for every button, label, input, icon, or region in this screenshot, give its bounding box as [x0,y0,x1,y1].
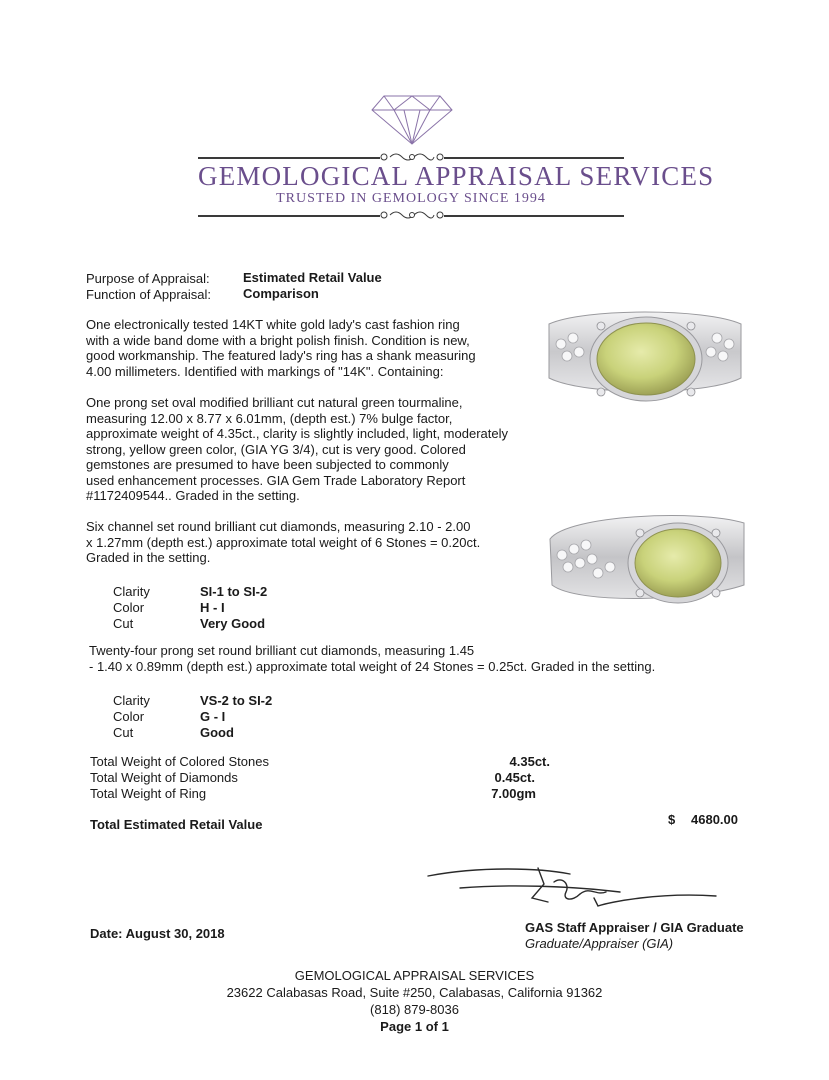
text-line: Six channel set round brilliant cut diamonds, measuring 2.10 - 2.00 [86,519,471,534]
date-text: Date: August 30, 2018 [90,926,225,941]
totals-value: 4.35ct. [509,754,550,769]
appraiser-title: GAS Staff Appraiser / GIA Graduate [525,920,744,935]
grade-label: Cut [113,725,134,740]
text-line: with a wide band dome with a bright polish finish. Condition is new, [86,332,470,348]
signature [420,862,720,916]
description-prong-diamonds [89,643,655,674]
grade-label: Cut [113,616,134,631]
grade-value: G - I [200,709,226,724]
text-line: Twenty-four prong set round brilliant cut diamonds, measuring 1.45 [89,643,475,658]
totals-table [90,754,550,802]
grade-label: Color [113,709,145,724]
totals-label: Total Weight of Colored Stones [90,754,269,769]
appraiser-subtitle: Graduate/Appraiser (GIA) [525,936,674,951]
totals-row [90,786,550,802]
text-line: good workmanship. The featured lady's ring has a shank measuring [86,348,476,363]
retail-amount: 4680.00 [691,812,738,827]
ring-photo-side [548,505,748,615]
grade-value: SI-1 to SI-2 [200,584,268,599]
totals-row [90,754,550,770]
text-line: measuring 12.00 x 8.77 x 6.01mm, (depth est.) 7% bulge factor, [86,410,453,426]
text-line: x 1.27mm (depth est.) approximate total weight of 6 Stones = 0.20ct. [86,534,481,550]
totals-row [90,770,550,786]
retail-currency: $ [668,812,676,827]
page-number: Page 1 of 1 [380,1019,449,1034]
footer-company: GEMOLOGICAL APPRAISAL SERVICES [294,968,535,983]
text-line: One electronically tested 14KT white gold lady's cast fashion ring [86,317,460,332]
text-line: 4.00 millimeters. Identified with markings of "14K". Containing: [86,363,444,379]
footer-phone: (818) 879-8036 [370,1002,459,1017]
description-channel-diamonds [86,519,480,566]
totals-label: Total Weight of Ring [90,786,207,801]
purpose-value: Estimated Retail Value [243,270,382,285]
company-tagline: TRUSTED IN GEMOLOGY SINCE 1994 [276,191,546,206]
grade-label: Clarity [113,693,150,708]
grade-value: VS-2 to SI-2 [200,693,273,708]
grade-row [113,709,313,725]
text-line: One prong set oval modified brilliant cut natural green tourmaline, [86,395,463,410]
grade-label: Color [113,600,145,615]
grade-value: H - I [200,600,225,615]
grade-value: Very Good [200,616,266,631]
footer-address: 23622 Calabasas Road, Suite #250, Calabasas, California 91362 [226,985,603,1000]
grade-label: Clarity [113,584,150,599]
company-name: GEMOLOGICAL APPRAISAL SERVICES [198,161,715,191]
totals-value: 0.45ct. [494,770,535,785]
text-line: gemstones are presumed to have been subjected to commonly [86,457,449,472]
totals-value: 7.00gm [491,786,536,801]
text-line: strong, yellow green color, (GIA YG 3/4), cut is very good. Colored [86,441,466,457]
text-line: Graded in the setting. [86,550,211,565]
grade-row [113,616,313,632]
text-line: approximate weight of 4.35ct., clarity is slightly included, light, moderately [86,426,508,441]
grade-row [113,600,313,616]
text-line: used enhancement processes. GIA Gem Trade Laboratory Report [86,472,466,488]
grade-table-prong [113,693,313,741]
totals-label: Total Weight of Diamonds [90,770,238,785]
function-label: Function of Appraisal: [86,287,212,302]
diamond-icon [370,94,454,146]
text-line: #1172409544.. Graded in the setting. [86,488,300,503]
flourish-bottom-icon [372,206,452,224]
text-line: - 1.40 x 0.89mm (depth est.) approximate total weight of 24 Stones = 0.25ct. Graded in the setting. [89,658,656,674]
grade-value: Good [200,725,234,740]
function-value: Comparison [243,286,319,301]
grade-table-channel [113,584,313,632]
retail-value-label: Total Estimated Retail Value [90,817,263,832]
description-ring [86,317,476,379]
ring-photo-front [545,300,745,420]
grade-row [113,725,313,741]
description-tourmaline [86,395,508,504]
grade-row [113,693,313,709]
purpose-label: Purpose of Appraisal: [86,271,210,286]
grade-row [113,584,313,600]
